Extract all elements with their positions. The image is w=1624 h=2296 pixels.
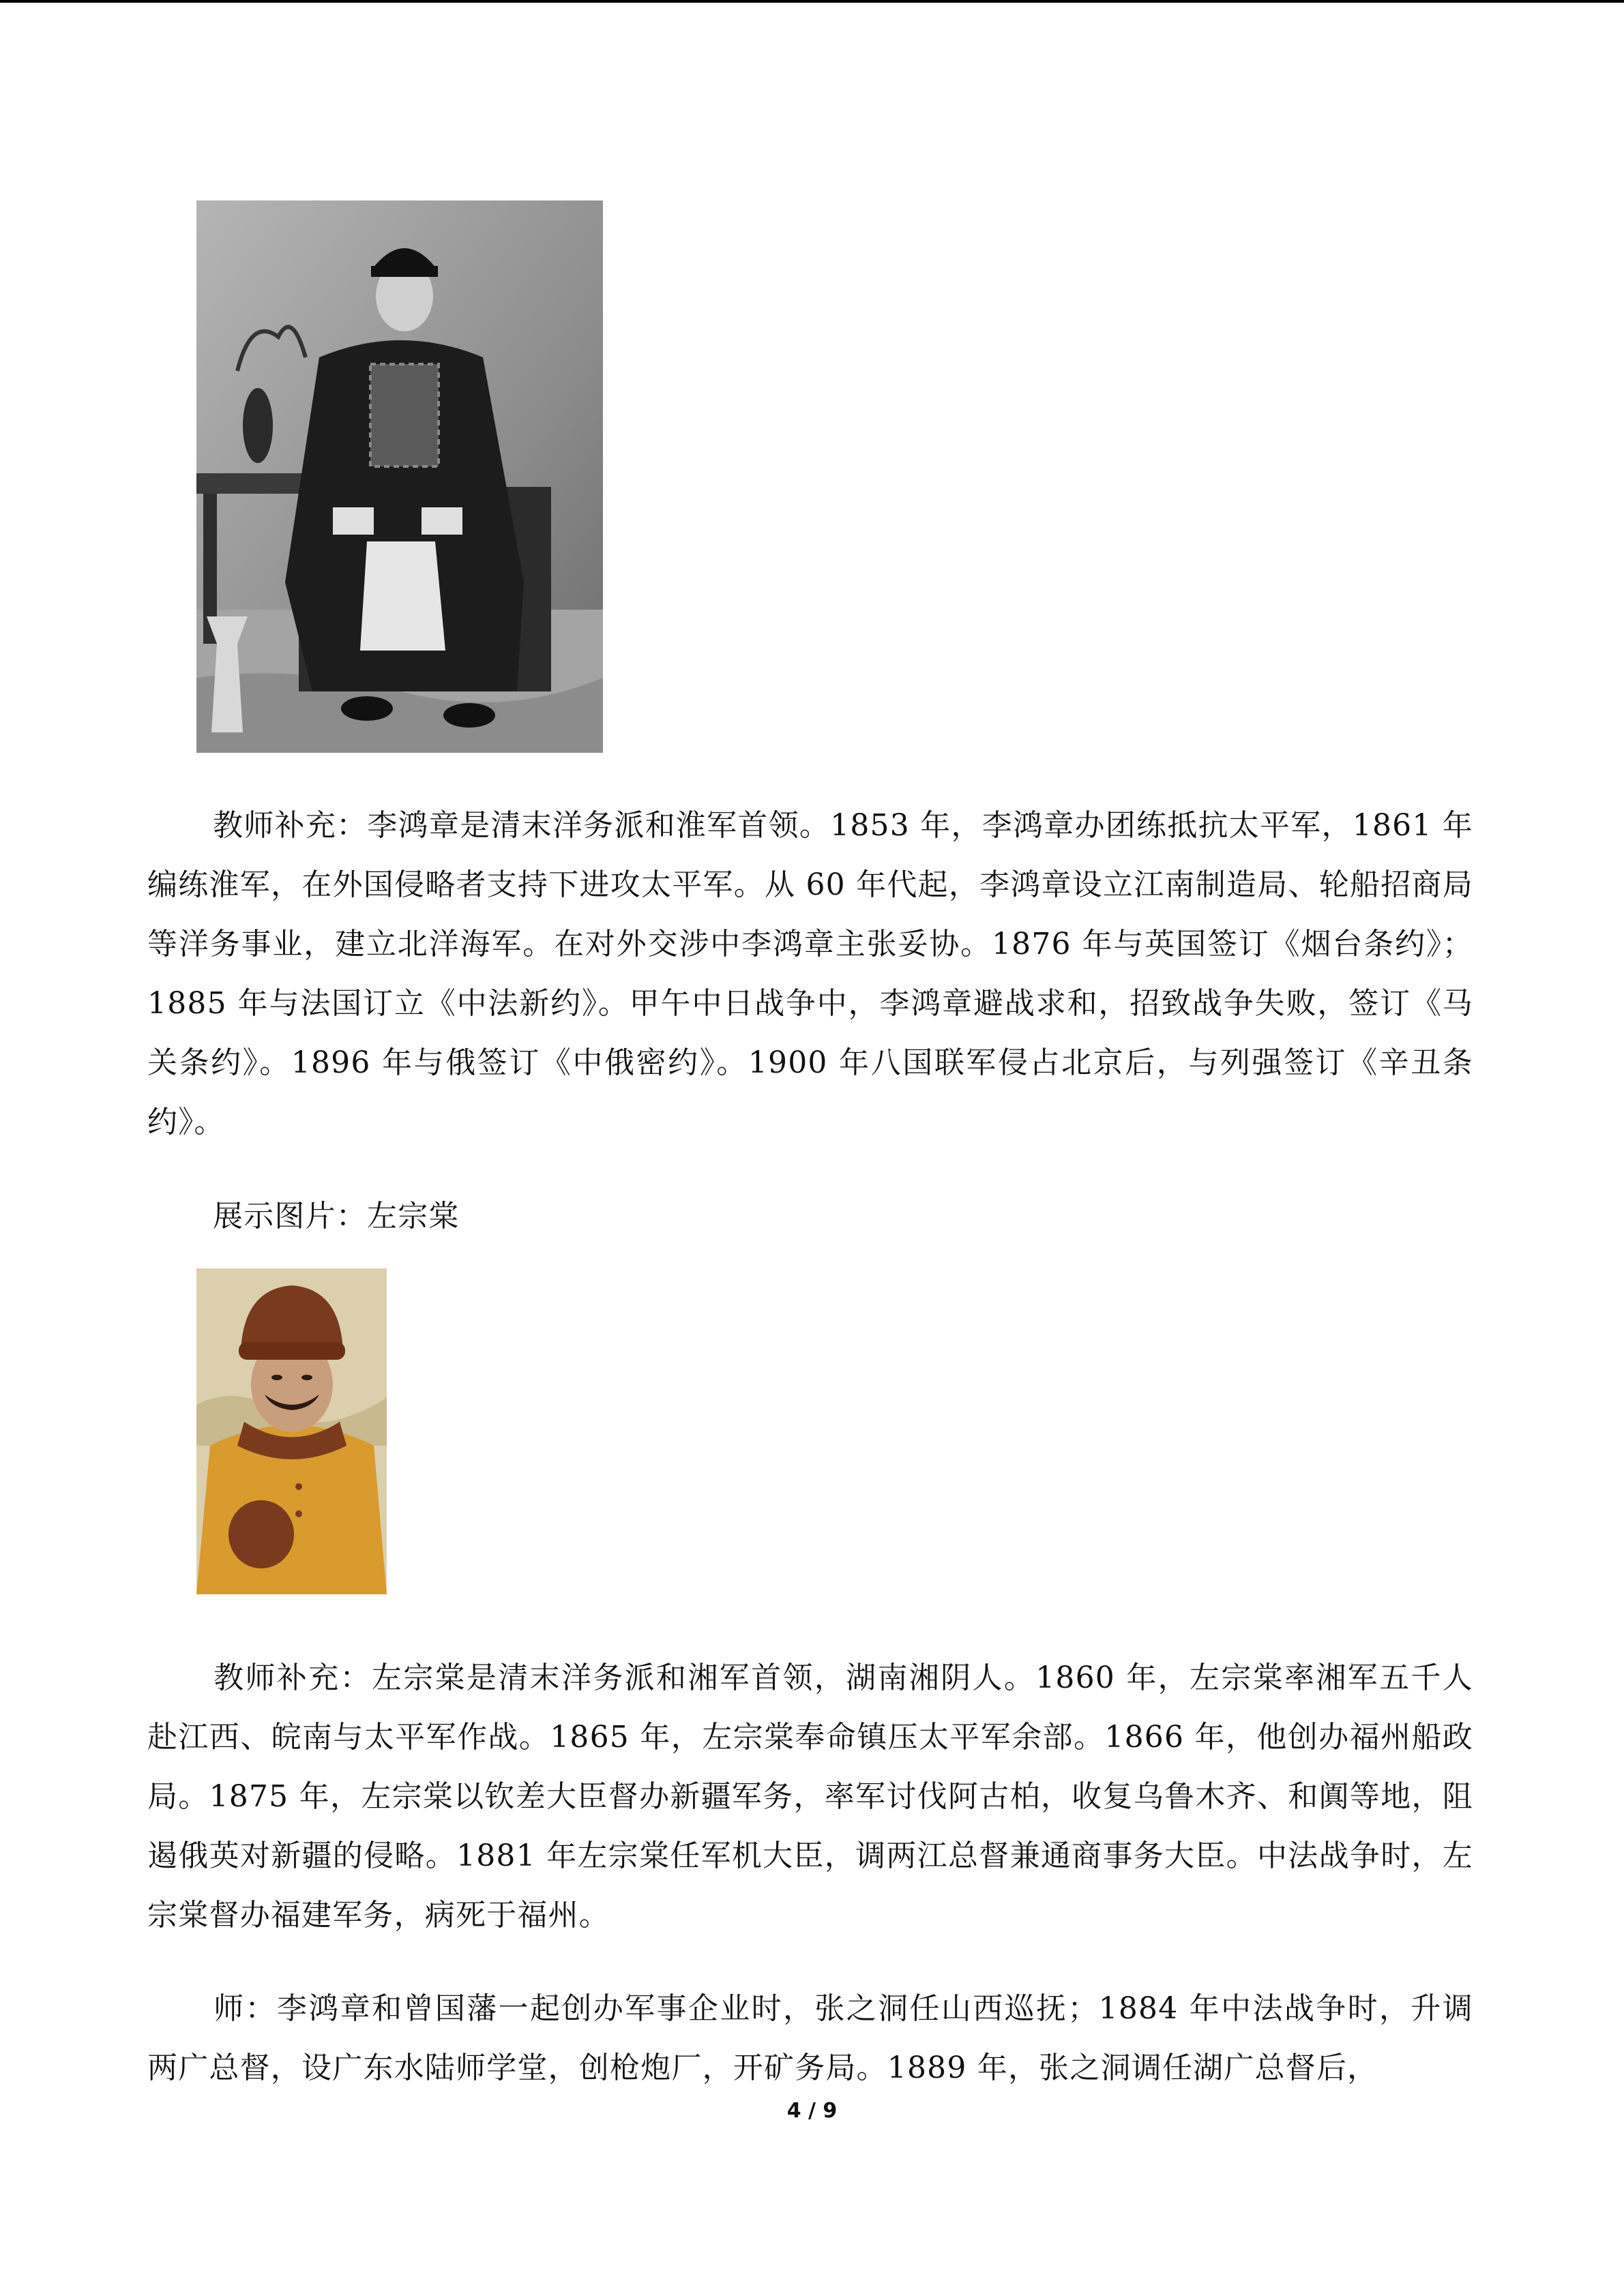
paragraph-text: 教师补充：左宗棠是清末洋务派和湘军首领，湖南湘阴人。1860 年，左宗棠率湘军五千人赴江西、皖南与太平军作战。1865 年，左宗棠奉命镇压太平军余部。1866 年，他创办福州船政局。1875 年，左宗棠以钦差大臣督办新疆军务，率军讨伐阿古柏，收复乌鲁木齐、和阗等地，阻遏俄英对新疆的侵略。1881 年左宗棠任军机大臣，调两江总督兼通商事务大臣。中法战争时，左宗棠督办福建军务，病死于福州。 — [147, 1660, 1473, 1933]
paragraph-li-hongzhang — [147, 796, 1473, 1152]
paragraph-zhang-zhidong — [147, 1979, 1473, 2098]
portrait-photo-bw — [196, 200, 603, 753]
portrait-bw-illustration — [196, 200, 603, 753]
caption-text: 展示图片：左宗棠 — [213, 1199, 460, 1234]
paragraph-text: 师：李鸿章和曾国藩一起创办军事企业时，张之洞任山西巡抚；1884 年中法战争时，升调两广总督，设广东水陆师学堂，创枪炮厂，开矿务局。1889 年，张之洞调任湖广总督后， — [147, 1991, 1473, 2085]
paragraph-text: 教师补充：李鸿章是清末洋务派和淮军首领。1853 年，李鸿章办团练抵抗太平军，1861 年编练淮军，在外国侵略者支持下进攻太平军。从 60 年代起，李鸿章设立江南制造局、轮船招商局等洋务事业，建立北洋海军。在对外交涉中李鸿章主张妥协。1876 年与英国签订《烟台条约》；1885 年与法国订立《中法新约》。甲午中日战争中，李鸿章避战求和，招致战争失败，签订《马关条约》。1896 年与俄签订《中俄密约》。1900 年八国联军侵占北京后，与列强签订《辛丑条约》。 — [147, 808, 1473, 1139]
page-top-border — [0, 0, 1624, 3]
page-number: 4 / 9 — [786, 2099, 838, 2123]
caption-zuo-zongtang — [147, 1187, 1473, 1246]
paragraph-zuo-zongtang — [147, 1648, 1473, 1945]
portrait-photo-color — [196, 1268, 387, 1594]
portrait-color-illustration — [196, 1268, 387, 1594]
